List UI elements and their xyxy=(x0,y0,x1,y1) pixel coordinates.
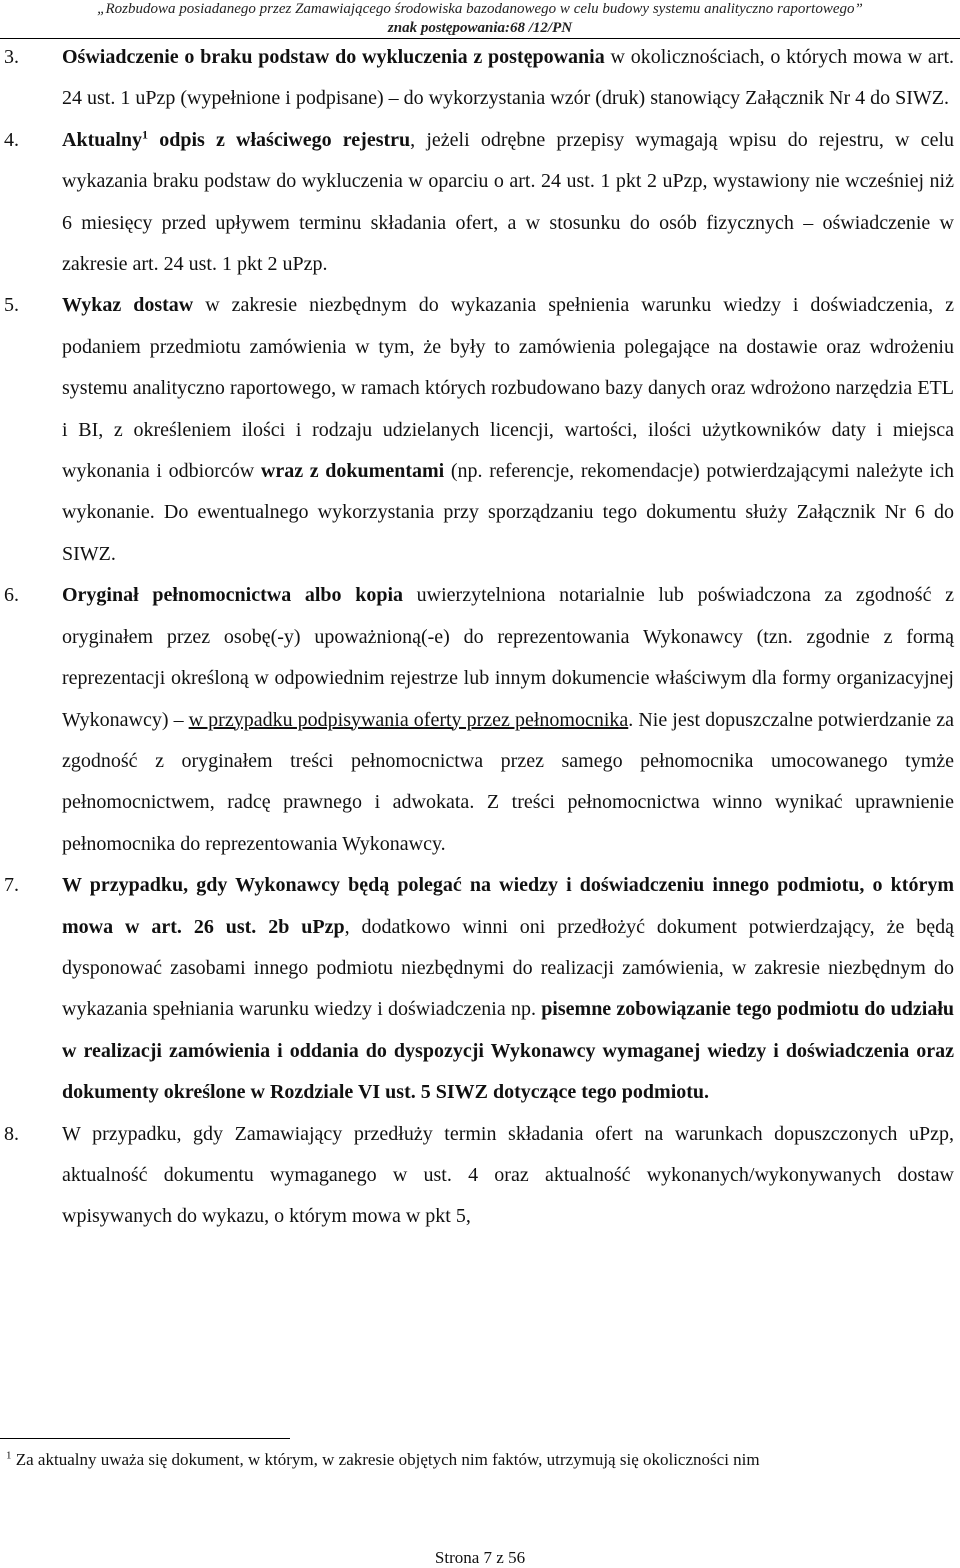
item-bold-text: Oświadczenie o braku podstaw do wykluczenia z postępowania xyxy=(62,46,605,68)
list-item-8 xyxy=(0,1114,960,1238)
item-text: , jeżeli odrębne przepisy wymagają wpisu do rejestru, w celu wykazania braku podstaw do wykluczenia w oparciu o art. 24 ust. 1 pkt 2 uPzp, wystawiony nie wcześniej niż 6 miesięcy przed upływem terminu składania ofert, a w stosunku do osób fizycznych – oświadczenie w zakresie art. 24 ust. 1 pkt 2 uPzp. xyxy=(62,128,954,276)
item-number: 5. xyxy=(4,294,19,317)
footnote-mark: 1 xyxy=(6,1449,12,1462)
document-body xyxy=(0,37,960,1238)
item-text: , dodatkowo winni oni przedłożyć dokument potwierdzający, że będą dysponować zasobami innego podmiotu niezbędnymi do realizacji zamówienia, w zakresie niezbędnym do wykazania spełniania warunku wiedzy i doświadczenia np. xyxy=(62,915,954,1021)
footnote-reference: 1 xyxy=(142,127,149,142)
item-text: w zakresie niezbędnym do wykazania spełnienia warunku wiedzy i doświadczenia, z podaniem przedmiotu zamówienia w tym, że były to zamówienia polegające na dostawie oraz wdrożeniu systemu analityczno raportowego, w ramach których rozbudowano bazy danych oraz wdrożono narzędzia ETL i BI, z określeniem ilości i rodzaju udzielanych licencji, wartości, ilości użytkowników daty i miejsca wykonania i odbiorców xyxy=(62,294,954,483)
item-number: 8. xyxy=(4,1122,19,1145)
item-bold-text: wraz z dokumentami xyxy=(260,460,445,483)
list-item-5 xyxy=(0,285,960,575)
item-number: 3. xyxy=(4,46,19,68)
item-number: 7. xyxy=(4,874,19,897)
item-number: 6. xyxy=(4,584,19,607)
page-number: Strona 7 z 56 xyxy=(434,1548,526,1567)
item-text: (np. referencje, rekomendacje) potwierdzającymi należyte ich wykonanie. Do ewentualnego wykorzystania przy sporządzaniu tego dokumentu służy Załącznik Nr 6 do SIWZ. xyxy=(62,460,954,565)
list-item-3 xyxy=(0,37,960,120)
header-case-number: znak postępowania:68 /12/PN xyxy=(387,20,573,36)
item-bold-text: odpis z właściwego rejestru xyxy=(148,128,411,151)
item-underlined-text: w przypadku podpisywania oferty przez pełnomocnika xyxy=(188,708,629,731)
item-bold-text: Aktualny xyxy=(62,128,143,151)
item-bold-text: pisemne zobowiązanie tego podmiotu do udziału w realizacji zamówienia i oddania do dyspozycji Wykonawcy wymaganej wiedzy i doświadczenia oraz dokumenty określone w Rozdziale VI ust. 5 SIWZ dotyczące tego podmiotu. xyxy=(62,998,955,1104)
item-bold-text: Wykaz dostaw xyxy=(62,294,194,317)
item-bold-text: W przypadku, gdy Wykonawcy będą polegać na wiedzy i doświadczeniu innego podmiotu, o którym mowa w art. 26 ust. 2b uPzp xyxy=(62,874,954,938)
item-text: W przypadku, gdy Zamawiający przedłuży termin składania ofert na warunkach dopuszczonych uPzp, aktualność dokumentu wymaganego w ust. 4 oraz aktualność wykonanych/wykonywanych dostaw wpisywanych do wykazu, o którym mowa w pkt 5, xyxy=(62,1122,954,1228)
header-title: „Rozbudowa posiadanego przez Zamawiającego środowiska bazodanowego w celu budowy systemu analityczno raportowego” xyxy=(97,1,863,17)
footnote-divider xyxy=(0,1438,290,1439)
footnote-text: Za aktualny uważa się dokument, w którym, w zakresie objętych nim faktów, utrzymują się okoliczności nim xyxy=(11,1450,760,1469)
footnote xyxy=(6,1449,952,1471)
running-header xyxy=(0,0,960,38)
list-item-6 xyxy=(0,575,960,865)
list-item-7 xyxy=(0,865,960,1113)
item-number: 4. xyxy=(4,128,19,151)
item-text: . Nie jest dopuszczalne potwierdzanie za zgodność z oryginałem treści pełnomocnictwa przez samego pełnomocnika umocowanego tymże pełnomocnictwem, radcę prawnego i adwokata. Z treści pełnomocnictwa winno wynikać uprawnienie pełnomocnika do reprezentowania Wykonawcy. xyxy=(62,708,954,855)
item-bold-text: Oryginał pełnomocnictwa albo kopia xyxy=(62,584,404,607)
list-item-4 xyxy=(0,120,960,286)
item-text: w okolicznościach, o których mowa w art. 24 ust. 1 uPzp (wypełnione i podpisane) – do wykorzystania wzór (druk) stanowiący Załącznik Nr 4 do SIWZ. xyxy=(62,46,955,110)
item-text: uwierzytelniona notarialnie lub poświadczona za zgodność z oryginałem przez osobę(-y) upoważnioną(-e) do reprezentowania Wykonawcy (tzn. zgodnie z formą reprezentacji określoną w odpowiednim rejestrze lub innym dokumencie właściwym dla formy organizacyjnej Wykonawcy) – xyxy=(62,584,955,731)
